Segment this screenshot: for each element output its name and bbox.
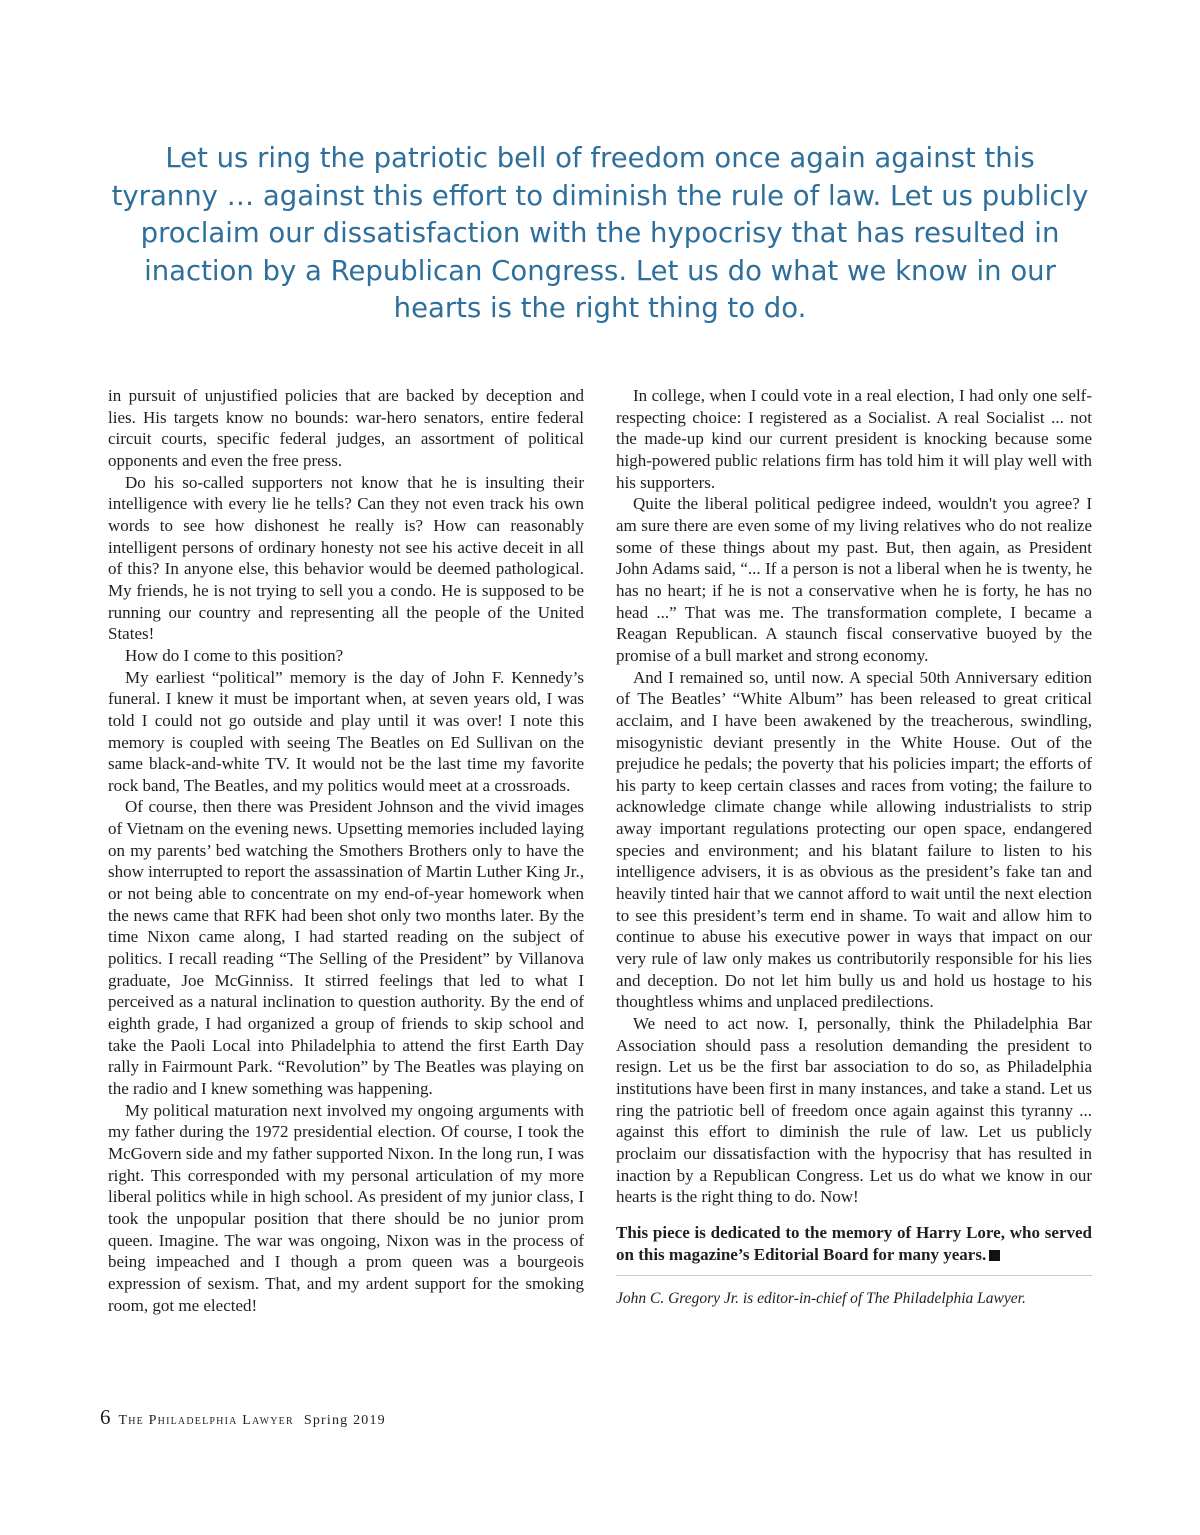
page-footer [100, 1405, 386, 1430]
issue-label: Spring 2019 [303, 1413, 386, 1428]
paragraph: Of course, then there was President Johnson and the vivid images of Vietnam on the evening news. Upsetting memories included laying on my parents’ bed watching the Smothers Brothers only to have the show interrupted to report the assassination of Martin Luther King Jr., or not being able to concentrate on my end-of-year homework when the news came that RFK had been shot only two months later. By the time Nixon came along, I had started reading on the subject of politics. I recall reading “The Selling of the President” by Villanova graduate, Joe McGinniss. It stirred feelings that led to what I perceived as a natural inclination to question authority. By the end of eighth grade, I had organized a group of friends to skip school and take the Paoli Local into Philadelphia to attend the first Earth Day rally in Fairmount Park. “Revolution” by The Beatles was playing on the radio and I knew something was happening. [108, 797, 584, 1098]
paragraph: How do I come to this position? [125, 645, 344, 665]
paragraph: Do his so-called supporters not know that he is insulting their intelligence with every lie he tells? Can they not even track his own words to see how dishonest he really is? How can reasonably intelligent persons of ordinary honesty not see his active deceit in all of this? In anyone else, this behavior would be deemed pathological. My friends, he is not trying to sell you a condo. He is supposed to be running our country and representing all the people of the United States! [108, 472, 584, 644]
paragraph: And I remained so, until now. A special 50th Anniversary edition of The Beatles’ “White Album” has been released to great critical acclaim, and I have been awakened by the treacherous, swindling, misogynistic deviant presently in the White House. Out of the prejudice he pedals; the poverty that his policies impart; the efforts of his party to keep certain classes and races from voting; the failure to acknowledge climate change while allowing industrialists to strip away important regulations protecting our open space, endangered species and environment; and his blatant failure to listen to his intelligence advisers, it is as obvious as the president’s fake tan and heavily tinted hair that we cannot afford to wait until the next election to see this president’s term end in shame. To wait and allow him to continue to abuse his executive power in ways that impact on our very rule of law only makes us contributorily responsible for his lies and deception. Do not let him bully us and hold us hostage to his thoughtless whims and unplaced predilections. [616, 667, 1092, 1012]
pull-quote: Let us ring the patriotic bell of freedom once again against this tyranny … against this effort to diminish the rule of law. Let us publicly proclaim our dissatisfaction with the hypocrisy that has resulted in inaction by a Republican Congress. Let us do what we know in our hearts is the right thing to do. [111, 142, 1089, 324]
article-column-left [108, 385, 584, 1316]
paragraph: My political maturation next involved my ongoing arguments with my father during the 1972 presidential election. Of course, I took the McGovern side and my father supported Nixon. In the long run, I was right. This corresponded with my personal articulation of my more liberal politics while in high school. As president of my junior class, I took the unpopular position that there should be no junior prom queen. Imagine. The war was ongoing, Nixon was in the process of being impeached and I though a prom queen was a bourgeois expression of sexism. That, and my ardent support for the smoking room, got me elected! [108, 1100, 584, 1315]
dedication-text: This piece is dedicated to the memory of Harry Lore, who served on this magazine’s Editorial Board for many years. [616, 1222, 1092, 1264]
end-of-article-square-icon [989, 1250, 1000, 1261]
page-number: 6 [100, 1405, 111, 1429]
paragraph: In college, when I could vote in a real election, I had only one self-respecting choice: I registered as a Socialist. A real Socialist ... not the made-up kind our current president is knocking because some high-powered public relations firm has told him it will play well with his supporters. [616, 386, 1092, 492]
article-column-right [616, 385, 1092, 1310]
paragraph: My earliest “political” memory is the day of John F. Kennedy’s funeral. I knew it must be important when, at seven years old, I was told I could not go outside and play until it was over! I note this memory is coupled with seeing The Beatles on Ed Sullivan on the same black-and-white TV. It would not be the last time my favorite rock band, The Beatles, and my politics would meet at a crossroads. [108, 667, 584, 795]
publication-name: The Philadelphia Lawyer [118, 1413, 294, 1428]
paragraph: Quite the liberal political pedigree indeed, wouldn't you agree? I am sure there are even some of my living relatives who do not realize some of these things about my past. But, then again, as President John Adams said, “... If a person is not a liberal when he is twenty, he has no heart; if he is not a conservative when he is forty, he has no head ...” That was me. The transformation complete, I became a Reagan Republican. A staunch fiscal conservative buoyed by the promise of a bull market and strong economy. [616, 494, 1092, 665]
divider-rule [616, 1275, 1092, 1276]
paragraph: We need to act now. I, personally, think the Philadelphia Bar Association should pass a resolution demanding the president to resign. Let us be the first bar association to do so, as Philadelphia institutions have been first in many instances, and take a stand. Let us ring the patriotic bell of freedom once again against this tyranny ... against this effort to diminish the rule of law. Let us publicly proclaim our dissatisfaction with the hypocrisy that has resulted in inaction by a Republican Congress. Let us do what we know in our hearts is the right thing to do. Now! [616, 1014, 1092, 1207]
paragraph: in pursuit of unjustified policies that are backed by deception and lies. His targets know no bounds: war-hero senators, entire federal circuit courts, specific federal judges, an assortment of political opponents and even the free press. [108, 386, 584, 470]
dedication-note [616, 1222, 1092, 1265]
author-bio: John C. Gregory Jr. is editor-in-chief of The Philadelphia Lawyer. [616, 1290, 1026, 1308]
